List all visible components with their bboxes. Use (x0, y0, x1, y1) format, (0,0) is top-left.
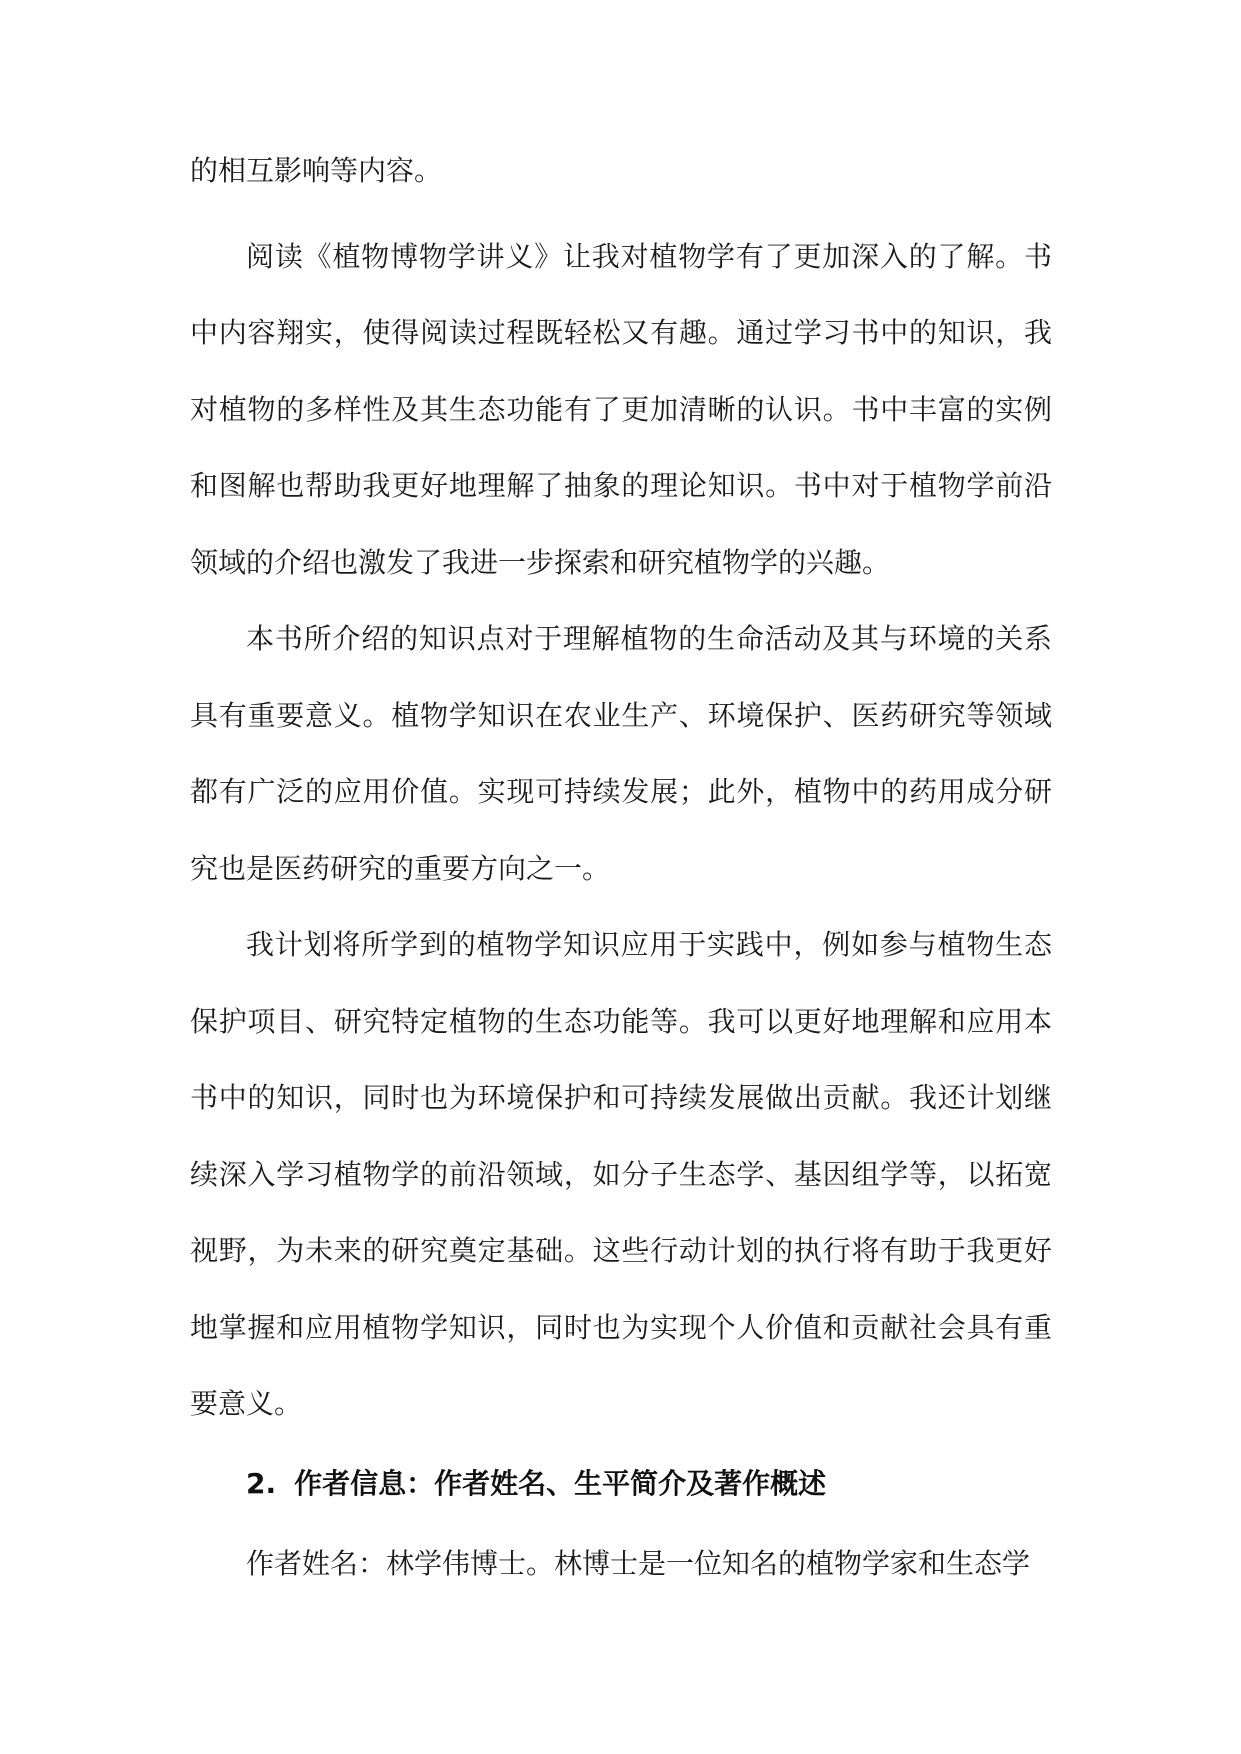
paragraph-continuation: 的相互影响等内容。 (190, 154, 443, 187)
section-title: 作者信息：作者姓名、生平简介及著作概述 (294, 1467, 827, 1500)
paragraph-significance: 本书所介绍的知识点对于理解植物的生命活动及其与环境的关系具有重要意义。植物学知识在农业生产、环境保护、医药研究等领域都有广泛的应用价值。实现可持续发展；此外，植物中的药用成分研究也是医药研究的重要方向之一。 (190, 622, 1052, 885)
paragraph-author-info: 作者姓名：林学伟博士。林博士是一位知名的植物学家和生态学 (246, 1547, 1031, 1580)
section-heading (246, 1454, 826, 1514)
body-text (190, 133, 1052, 1443)
paragraph-action-plan: 我计划将所学到的植物学知识应用于实践中，例如参与植物生态保护项目、研究特定植物的生态功能等。我可以更好地理解和应用本书中的知识，同时也为环境保护和可持续发展做出贡献。我还计划继续深入学习植物学的前沿领域，如分子生态学、基因组学等，以拓宽视野，为未来的研究奠定基础。这些行动计划的执行将有助于我更好地掌握和应用植物学知识，同时也为实现个人价值和贡献社会具有重要意义。 (190, 928, 1052, 1420)
section-number: 2. (246, 1467, 277, 1500)
paragraph-reading-impression: 阅读《植物博物学讲义》让我对植物学有了更加深入的了解。书中内容翔实，使得阅读过程既轻松又有趣。通过学习书中的知识，我对植物的多样性及其生态功能有了更加清晰的认识。书中丰富的实例和图解也帮助我更好地理解了抽象的理论知识。书中对于植物学前沿领域的介绍也激发了我进一步探索和研究植物学的兴趣。 (190, 239, 1052, 579)
